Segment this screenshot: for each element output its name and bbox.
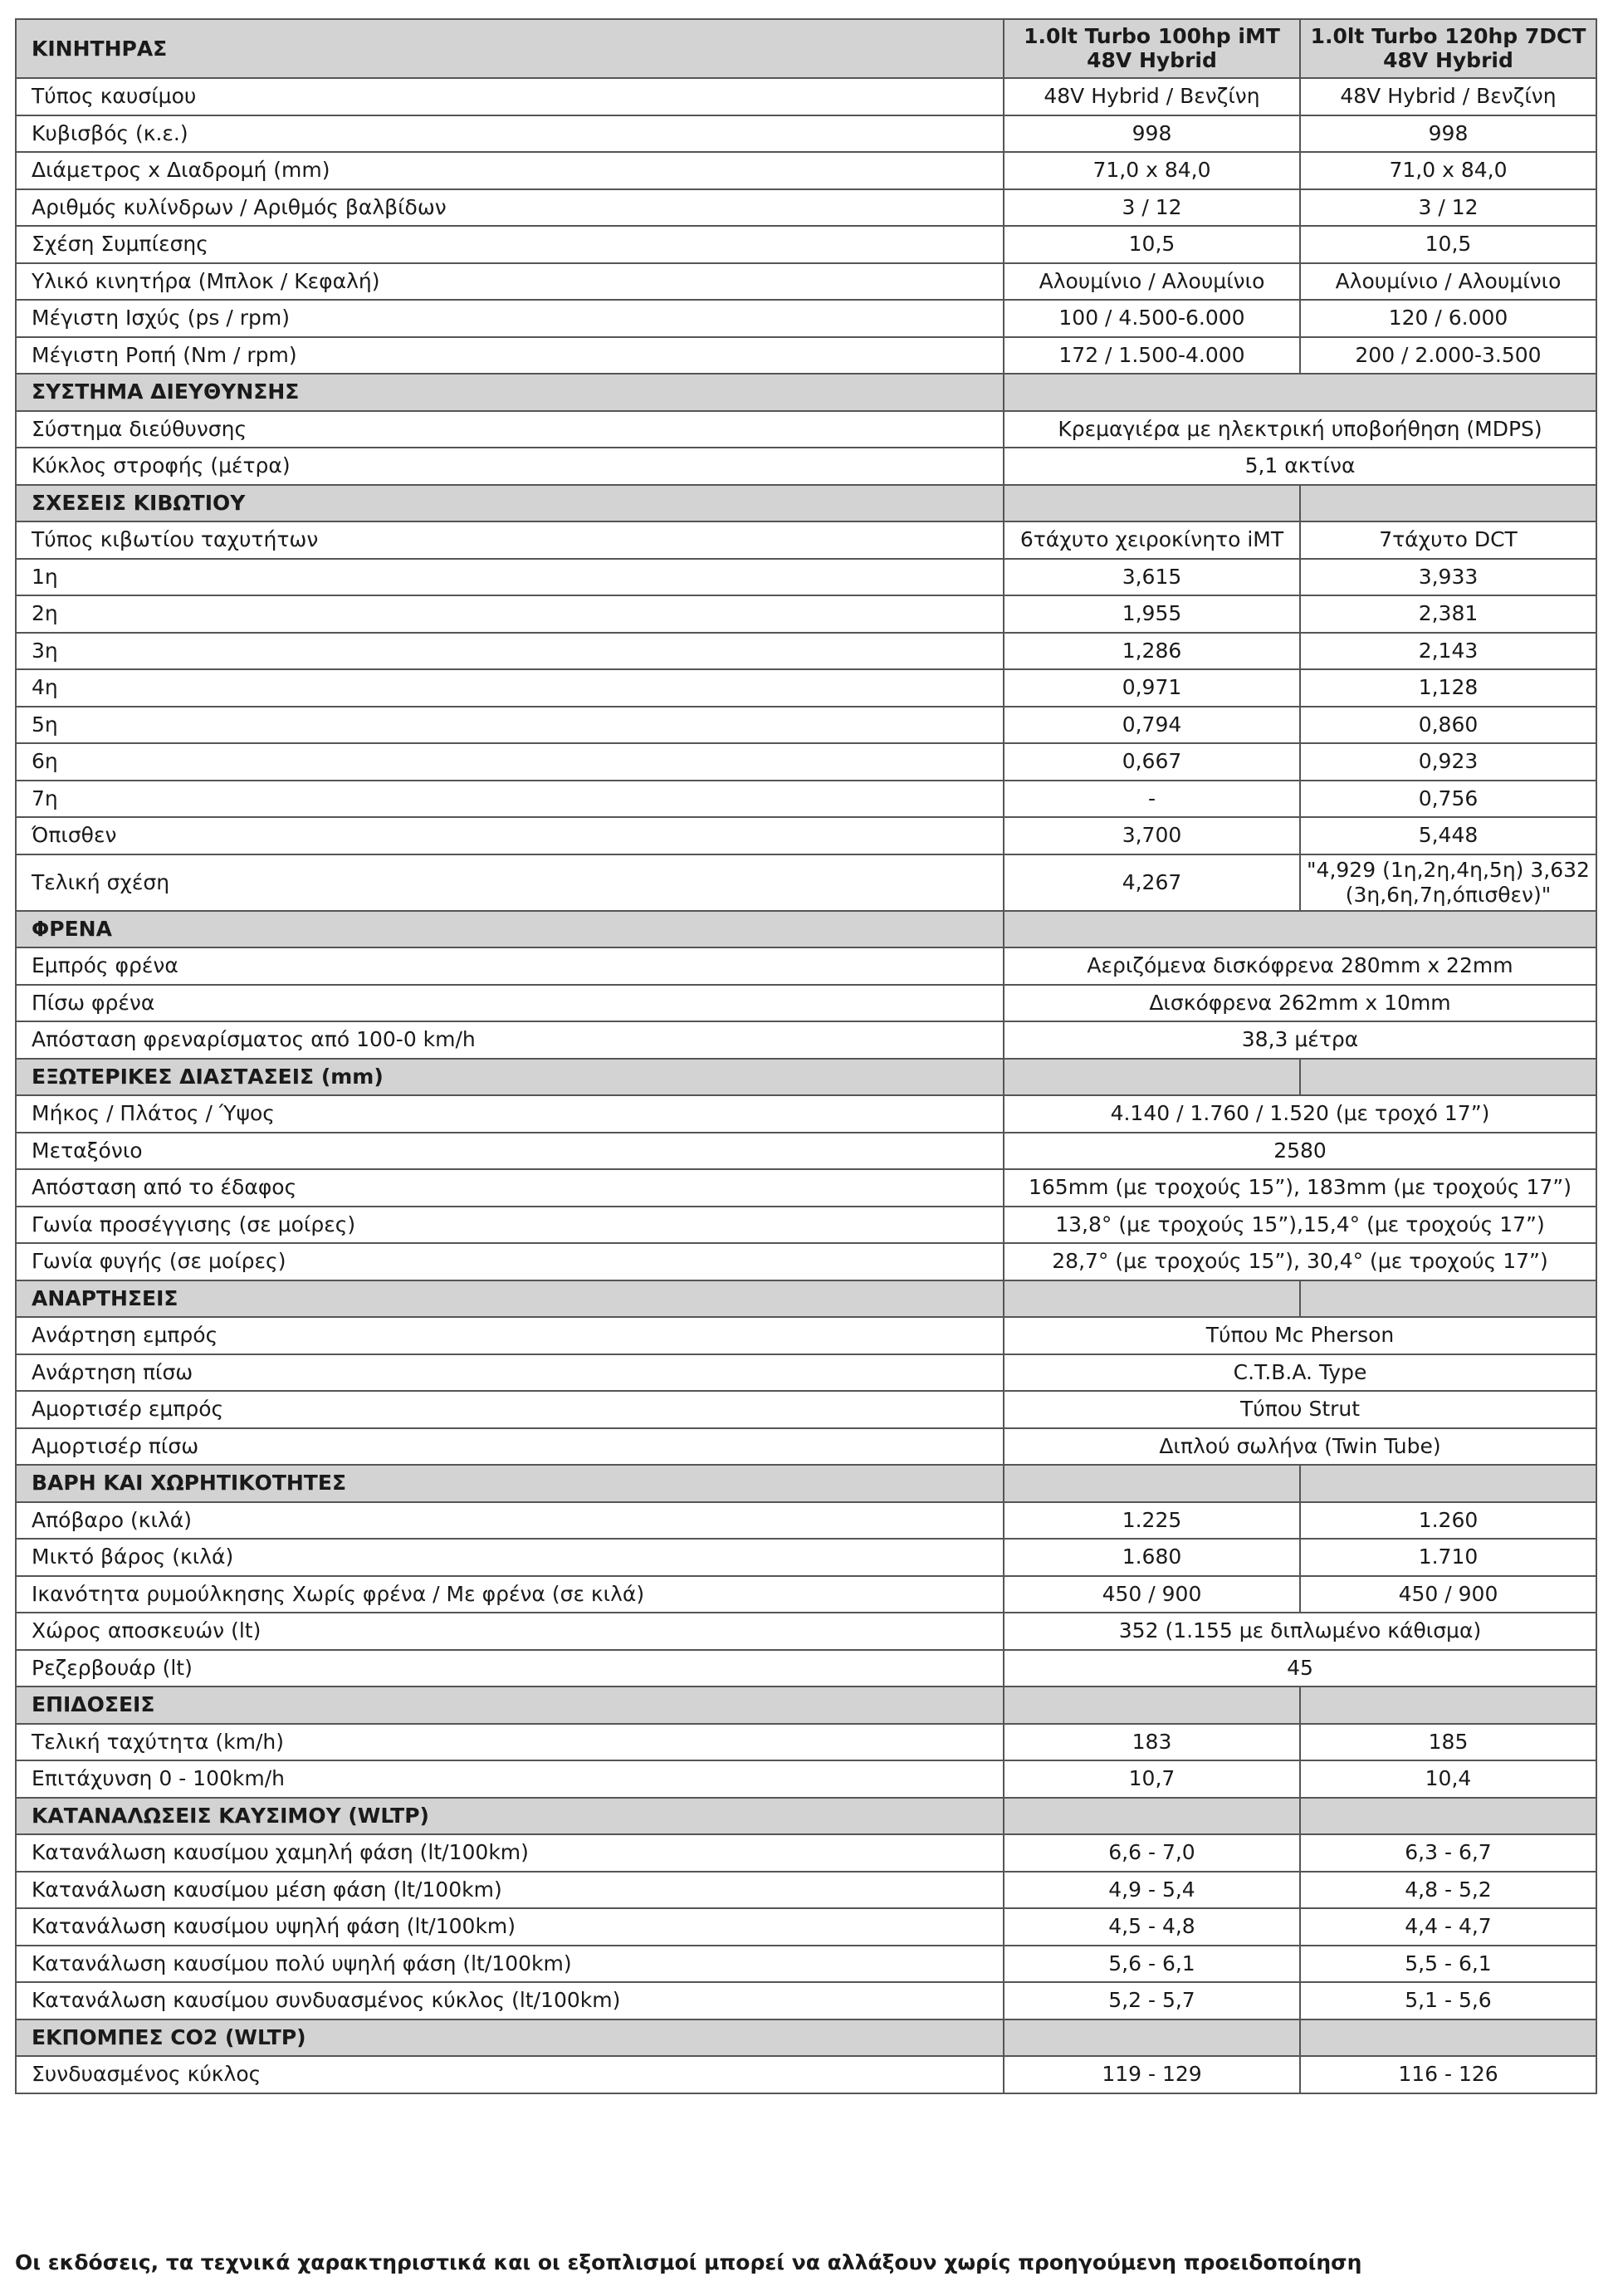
spec-value-100hp: 5,6 - 6,1 <box>1004 1946 1300 1983</box>
table-row <box>16 817 1596 854</box>
spec-value-100hp: 1.225 <box>1004 1502 1300 1540</box>
header-variant-120hp: 1.0lt Turbo 120hp 7DCT 48V Hybrid <box>1300 19 1596 78</box>
section-header-row <box>16 911 1596 948</box>
spec-value-100hp: 4,9 - 5,4 <box>1004 1872 1300 1909</box>
spec-value-100hp: 1.680 <box>1004 1539 1300 1576</box>
spec-value-120hp: 0,860 <box>1300 707 1596 744</box>
spec-value-120hp: 2,143 <box>1300 633 1596 670</box>
table-row <box>16 1576 1596 1613</box>
spec-value-120hp: Αλουμίνιο / Αλουμίνιο <box>1300 263 1596 301</box>
spec-label: Σύστημα διεύθυνσης <box>16 411 1004 448</box>
spec-value-merged: C.T.B.A. Type <box>1004 1354 1596 1392</box>
table-header-row <box>16 19 1596 78</box>
table-row <box>16 669 1596 707</box>
header-variant-100hp: 1.0lt Turbo 100hp iMT 48V Hybrid <box>1004 19 1300 78</box>
spec-value-100hp: 6,6 - 7,0 <box>1004 1834 1300 1872</box>
spec-value-100hp: 10,5 <box>1004 226 1300 263</box>
section-blank-cell <box>1004 1465 1300 1502</box>
spec-value-merged: 352 (1.155 με διπλωμένο κάθισμα) <box>1004 1613 1596 1650</box>
spec-value-100hp: 3,615 <box>1004 559 1300 596</box>
section-blank-cell <box>1300 1687 1596 1724</box>
spec-table <box>15 18 1597 2094</box>
table-row <box>16 263 1596 301</box>
spec-label: Κατανάλωση καυσίμου πολύ υψηλή φάση (lt/100km) <box>16 1946 1004 1983</box>
table-row <box>16 743 1596 781</box>
footnote: Οι εκδόσεις, τα τεχνικά χαρακτηριστικά και οι εξοπλισμοί μπορεί να αλλάξουν χωρίς προηγούμενη προειδοποίηση <box>15 2250 1362 2274</box>
spec-value-merged: 28,7° (με τροχούς 15”), 30,4° (με τροχούς 17”) <box>1004 1243 1596 1280</box>
spec-value-merged: Τύπου Mc Pherson <box>1004 1317 1596 1354</box>
section-title: ΣΥΣΤΗΜΑ ΔΙΕΥΘΥΝΣΗΣ <box>16 374 1004 411</box>
spec-label: Σχέση Συμπίεσης <box>16 226 1004 263</box>
spec-value-100hp: 119 - 129 <box>1004 2056 1300 2093</box>
spec-value-merged: 4.140 / 1.760 / 1.520 (με τροχό 17”) <box>1004 1095 1596 1133</box>
spec-label: Μικτό βάρος (κιλά) <box>16 1539 1004 1576</box>
section-title: ΑΝΑΡΤΗΣΕΙΣ <box>16 1280 1004 1318</box>
table-row <box>16 115 1596 153</box>
spec-label: Κατανάλωση καυσίμου χαμηλή φάση (lt/100km) <box>16 1834 1004 1872</box>
spec-label: Κυβισβός (κ.ε.) <box>16 115 1004 153</box>
table-row <box>16 1502 1596 1540</box>
spec-value-100hp: 1,286 <box>1004 633 1300 670</box>
table-row <box>16 1982 1596 2019</box>
spec-label: Κατανάλωση καυσίμου υψηλή φάση (lt/100km) <box>16 1908 1004 1946</box>
spec-value-120hp: 4,4 - 4,7 <box>1300 1908 1596 1946</box>
spec-label: Τελική ταχύτητα (km/h) <box>16 1724 1004 1761</box>
table-row <box>16 854 1596 911</box>
spec-value-120hp: 450 / 900 <box>1300 1576 1596 1613</box>
spec-value-120hp: 10,4 <box>1300 1760 1596 1798</box>
spec-value-100hp: 4,267 <box>1004 854 1300 911</box>
spec-value-120hp: 200 / 2.000-3.500 <box>1300 337 1596 375</box>
table-row <box>16 1243 1596 1280</box>
spec-label: Όπισθεν <box>16 817 1004 854</box>
spec-value-120hp: 0,756 <box>1300 781 1596 818</box>
spec-label: Αριθμός κυλίνδρων / Αριθμός βαλβίδων <box>16 189 1004 227</box>
section-header-row <box>16 1687 1596 1724</box>
spec-label: 5η <box>16 707 1004 744</box>
spec-value-merged: Δισκόφρενα 262mm x 10mm <box>1004 985 1596 1022</box>
section-blank-cell <box>1300 1280 1596 1318</box>
spec-value-120hp: 1,128 <box>1300 669 1596 707</box>
table-row <box>16 595 1596 633</box>
section-blank-cell <box>1004 374 1596 411</box>
spec-label: 4η <box>16 669 1004 707</box>
spec-label: 6η <box>16 743 1004 781</box>
spec-value-120hp: "4,929 (1η,2η,4η,5η) 3,632 (3η,6η,7η,όπισθεν)" <box>1300 854 1596 911</box>
section-blank-cell <box>1004 1687 1300 1724</box>
spec-value-120hp: 2,381 <box>1300 595 1596 633</box>
spec-value-100hp: 48V Hybrid / Βενζίνη <box>1004 78 1300 115</box>
spec-label: Αμορτισέρ εμπρός <box>16 1391 1004 1428</box>
table-row <box>16 985 1596 1022</box>
spec-value-100hp: 1,955 <box>1004 595 1300 633</box>
spec-label: Ανάρτηση εμπρός <box>16 1317 1004 1354</box>
table-row <box>16 1169 1596 1207</box>
section-header-row <box>16 485 1596 522</box>
spec-label: Ανάρτηση πίσω <box>16 1354 1004 1392</box>
spec-value-100hp: 3,700 <box>1004 817 1300 854</box>
section-header-row <box>16 2019 1596 2057</box>
spec-value-merged: 5,1 ακτίνα <box>1004 448 1596 485</box>
spec-label: Συνδυασμένος κύκλος <box>16 2056 1004 2093</box>
section-blank-cell <box>1004 1280 1300 1318</box>
table-row <box>16 1539 1596 1576</box>
spec-value-100hp: 3 / 12 <box>1004 189 1300 227</box>
table-row <box>16 2056 1596 2093</box>
table-row <box>16 1834 1596 1872</box>
spec-value-120hp: 120 / 6.000 <box>1300 300 1596 337</box>
table-row <box>16 1317 1596 1354</box>
spec-label: Επιτάχυνση 0 - 100km/h <box>16 1760 1004 1798</box>
table-row <box>16 78 1596 115</box>
spec-value-100hp: 4,5 - 4,8 <box>1004 1908 1300 1946</box>
spec-label: Απόσταση από το έδαφος <box>16 1169 1004 1207</box>
table-row <box>16 1724 1596 1761</box>
table-row <box>16 781 1596 818</box>
spec-label: Πίσω φρένα <box>16 985 1004 1022</box>
spec-value-100hp: 0,794 <box>1004 707 1300 744</box>
section-title: ΕΚΠΟΜΠΕΣ CO2 (WLTP) <box>16 2019 1004 2057</box>
spec-value-100hp: 172 / 1.500-4.000 <box>1004 337 1300 375</box>
spec-label: Γωνία φυγής (σε μοίρες) <box>16 1243 1004 1280</box>
table-row <box>16 1428 1596 1466</box>
section-title: ΚΑΤΑΝΑΛΩΣΕΙΣ ΚΑΥΣΙΜΟΥ (WLTP) <box>16 1798 1004 1835</box>
section-title: ΣΧΕΣΕΙΣ ΚΙΒΩΤΙΟΥ <box>16 485 1004 522</box>
table-row <box>16 1760 1596 1798</box>
spec-value-100hp: Αλουμίνιο / Αλουμίνιο <box>1004 263 1300 301</box>
spec-label: Απόσταση φρεναρίσματος από 100-0 km/h <box>16 1021 1004 1059</box>
spec-value-120hp: 998 <box>1300 115 1596 153</box>
section-blank-cell <box>1004 2019 1300 2057</box>
spec-value-merged: Τύπου Strut <box>1004 1391 1596 1428</box>
table-row <box>16 1613 1596 1650</box>
spec-value-120hp: 5,448 <box>1300 817 1596 854</box>
spec-label: Μεταξόνιο <box>16 1133 1004 1170</box>
table-row <box>16 189 1596 227</box>
spec-value-100hp: 71,0 x 84,0 <box>1004 152 1300 189</box>
section-header-row <box>16 1798 1596 1835</box>
spec-value-120hp: 3 / 12 <box>1300 189 1596 227</box>
table-row <box>16 226 1596 263</box>
spec-label: Κύκλος στροφής (μέτρα) <box>16 448 1004 485</box>
table-row <box>16 1650 1596 1687</box>
section-blank-cell <box>1004 1798 1300 1835</box>
table-row <box>16 707 1596 744</box>
spec-value-merged: 165mm (με τροχούς 15”), 183mm (με τροχούς 17”) <box>1004 1169 1596 1207</box>
section-title: ΕΞΩΤΕΡΙΚΕΣ ΔΙΑΣΤΑΣΕΙΣ (mm) <box>16 1059 1004 1096</box>
spec-value-120hp: 6,3 - 6,7 <box>1300 1834 1596 1872</box>
spec-value-100hp: 5,2 - 5,7 <box>1004 1982 1300 2019</box>
table-row <box>16 1021 1596 1059</box>
table-row <box>16 1946 1596 1983</box>
spec-label: Μήκος / Πλάτος / Ύψος <box>16 1095 1004 1133</box>
spec-value-120hp: 7τάχυτο DCT <box>1300 521 1596 559</box>
table-row <box>16 633 1596 670</box>
spec-value-100hp: 0,667 <box>1004 743 1300 781</box>
table-row <box>16 300 1596 337</box>
section-blank-cell <box>1300 2019 1596 2057</box>
table-row <box>16 337 1596 375</box>
spec-value-merged: Κρεμαγιέρα με ηλεκτρική υποβοήθηση (MDPS) <box>1004 411 1596 448</box>
spec-label: 7η <box>16 781 1004 818</box>
spec-value-merged: 38,3 μέτρα <box>1004 1021 1596 1059</box>
spec-value-merged: 13,8° (με τροχούς 15”),15,4° (με τροχούς 17”) <box>1004 1207 1596 1244</box>
table-row <box>16 1908 1596 1946</box>
table-row <box>16 448 1596 485</box>
spec-label: Εμπρός φρένα <box>16 947 1004 985</box>
spec-label: Ρεζερβουάρ (lt) <box>16 1650 1004 1687</box>
section-blank-cell <box>1004 1059 1300 1096</box>
spec-label: Διάμετρος x Διαδρομή (mm) <box>16 152 1004 189</box>
table-row <box>16 947 1596 985</box>
spec-value-120hp: 48V Hybrid / Βενζίνη <box>1300 78 1596 115</box>
section-blank-cell <box>1300 1798 1596 1835</box>
spec-value-120hp: 1.710 <box>1300 1539 1596 1576</box>
section-blank-cell <box>1004 911 1596 948</box>
spec-value-100hp: 450 / 900 <box>1004 1576 1300 1613</box>
spec-value-120hp: 3,933 <box>1300 559 1596 596</box>
spec-value-100hp: - <box>1004 781 1300 818</box>
spec-value-100hp: 183 <box>1004 1724 1300 1761</box>
spec-label: 2η <box>16 595 1004 633</box>
spec-label: Τελική σχέση <box>16 854 1004 911</box>
table-row <box>16 1133 1596 1170</box>
spec-label: Χώρος αποσκευών (lt) <box>16 1613 1004 1650</box>
header-engine-label: ΚΙΝΗΤΗΡΑΣ <box>16 19 1004 78</box>
spec-value-merged: Διπλού σωλήνα (Twin Tube) <box>1004 1428 1596 1466</box>
spec-label: 3η <box>16 633 1004 670</box>
table-row <box>16 411 1596 448</box>
spec-label: Μέγιστη Ισχύς (ps / rpm) <box>16 300 1004 337</box>
section-header-row <box>16 374 1596 411</box>
spec-value-merged: 2580 <box>1004 1133 1596 1170</box>
spec-value-120hp: 1.260 <box>1300 1502 1596 1540</box>
spec-label: Ικανότητα ρυμούλκησης Χωρίς φρένα / Με φρένα (σε κιλά) <box>16 1576 1004 1613</box>
spec-label: 1η <box>16 559 1004 596</box>
spec-label: Τύπος καυσίμου <box>16 78 1004 115</box>
spec-value-120hp: 4,8 - 5,2 <box>1300 1872 1596 1909</box>
spec-value-100hp: 10,7 <box>1004 1760 1300 1798</box>
section-title: ΒΑΡΗ ΚΑΙ ΧΩΡΗΤΙΚΟΤΗΤΕΣ <box>16 1465 1004 1502</box>
table-row <box>16 152 1596 189</box>
spec-value-100hp: 998 <box>1004 115 1300 153</box>
spec-value-120hp: 0,923 <box>1300 743 1596 781</box>
section-blank-cell <box>1004 485 1300 522</box>
table-row <box>16 1354 1596 1392</box>
spec-label: Κατανάλωση καυσίμου μέση φάση (lt/100km) <box>16 1872 1004 1909</box>
spec-value-120hp: 116 - 126 <box>1300 2056 1596 2093</box>
spec-value-100hp: 0,971 <box>1004 669 1300 707</box>
section-blank-cell <box>1300 1465 1596 1502</box>
spec-label: Γωνία προσέγγισης (σε μοίρες) <box>16 1207 1004 1244</box>
spec-value-120hp: 5,1 - 5,6 <box>1300 1982 1596 2019</box>
spec-table-body <box>16 19 1596 2093</box>
spec-value-100hp: 100 / 4.500-6.000 <box>1004 300 1300 337</box>
section-blank-cell <box>1300 485 1596 522</box>
section-header-row <box>16 1465 1596 1502</box>
spec-value-100hp: 6τάχυτο χειροκίνητο iMT <box>1004 521 1300 559</box>
section-header-row <box>16 1280 1596 1318</box>
section-title: ΦΡΕΝΑ <box>16 911 1004 948</box>
spec-value-120hp: 185 <box>1300 1724 1596 1761</box>
table-row <box>16 1095 1596 1133</box>
section-title: ΕΠΙΔΟΣΕΙΣ <box>16 1687 1004 1724</box>
spec-label: Κατανάλωση καυσίμου συνδυασμένος κύκλος (lt/100km) <box>16 1982 1004 2019</box>
spec-label: Τύπος κιβωτίου ταχυτήτων <box>16 521 1004 559</box>
spec-value-120hp: 10,5 <box>1300 226 1596 263</box>
section-blank-cell <box>1300 1059 1596 1096</box>
spec-label: Μέγιστη Ροπή (Nm / rpm) <box>16 337 1004 375</box>
table-row <box>16 1207 1596 1244</box>
spec-label: Υλικό κινητήρα (Μπλοκ / Κεφαλή) <box>16 263 1004 301</box>
spec-value-120hp: 5,5 - 6,1 <box>1300 1946 1596 1983</box>
section-header-row <box>16 1059 1596 1096</box>
table-row <box>16 1872 1596 1909</box>
table-row <box>16 559 1596 596</box>
table-row <box>16 521 1596 559</box>
spec-value-merged: Αεριζόμενα δισκόφρενα 280mm x 22mm <box>1004 947 1596 985</box>
table-row <box>16 1391 1596 1428</box>
spec-value-120hp: 71,0 x 84,0 <box>1300 152 1596 189</box>
spec-value-merged: 45 <box>1004 1650 1596 1687</box>
spec-label: Απόβαρο (κιλά) <box>16 1502 1004 1540</box>
spec-label: Αμορτισέρ πίσω <box>16 1428 1004 1466</box>
